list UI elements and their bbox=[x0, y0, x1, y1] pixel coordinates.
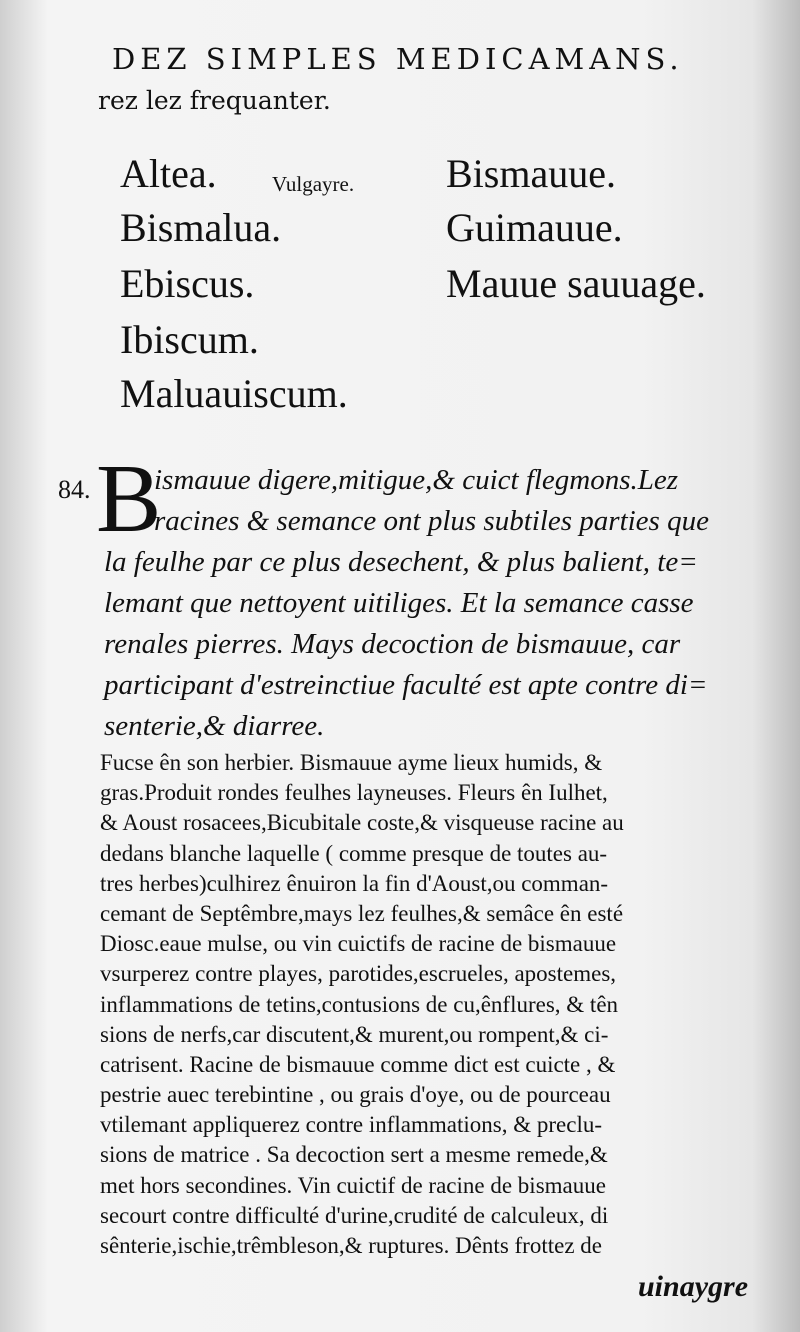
latin-name-1: Altea. bbox=[120, 151, 217, 196]
roman-paragraph bbox=[100, 748, 776, 1261]
text-line: cemant de Septêmbre,mays lez feulhes,& semâce ên esté bbox=[100, 900, 624, 926]
text-line: sions de nerfs,car discutent,& murent,ou rompent,& ci- bbox=[100, 1021, 609, 1047]
text-line: Diosc.eaue mulse, ou vin cuictifs de racine de bismauue bbox=[100, 931, 617, 957]
italic-line: la feulhe par ce plus desechent, & plus balient, te= bbox=[104, 546, 698, 578]
text-line: vsurperez contre playes, parotides,escrueles, apostemes, bbox=[100, 961, 617, 987]
latin-name-5: Maluauiscum. bbox=[120, 371, 348, 416]
italic-line: ismauue digere,mitigue,& cuict flegmons.Lez bbox=[154, 464, 679, 496]
text-line: vtilemant appliquerez contre inflammations, & preclu- bbox=[100, 1112, 602, 1138]
text-line: gras.Produit rondes feulhes layneuses. Fleurs ên Iulhet, bbox=[100, 780, 608, 806]
italic-line: lemant que nettoyent uitiliges. Et la semance casse bbox=[104, 587, 694, 619]
text-line: pestrie auec terebintine , ou grais d'oye, ou de pourceau bbox=[100, 1082, 611, 1108]
latin-name-3: Ebiscus. bbox=[120, 261, 255, 306]
italic-line: participant d'estreinctiue faculté est apte contre di= bbox=[104, 669, 708, 701]
italic-line: senterie,& diarree. bbox=[104, 710, 325, 742]
text-line: inflammations de tetins,contusions de cu,ênflures, & tên bbox=[100, 991, 619, 1017]
running-header: DEZ SIMPLES MEDICAMANS. bbox=[112, 42, 684, 76]
italic-line: renales pierres. Mays decoction de bismauue, car bbox=[104, 628, 681, 660]
margin-number: 84. bbox=[58, 475, 91, 504]
latin-name-4: Ibiscum. bbox=[120, 317, 259, 362]
text-line: tres herbes)culhirez ênuiron la fin d'Aoust,ou comman- bbox=[100, 870, 609, 896]
drop-cap: B bbox=[96, 445, 162, 553]
italic-paragraph bbox=[104, 460, 768, 747]
text-line: met hors secondines. Vin cuictif de racine de bismauue bbox=[100, 1172, 606, 1198]
catchword: uinaygre bbox=[638, 1270, 749, 1303]
text-line: sions de matrice . Sa decoction sert a mesme remede,& bbox=[100, 1142, 608, 1168]
vulgar-name-3: Mauue sauuage. bbox=[446, 261, 706, 306]
vulgar-label: Vulgayre. bbox=[272, 172, 355, 196]
vulgar-name-1: Bismauue. bbox=[446, 151, 616, 196]
text-line: Fucse ên son herbier. Bismauue ayme lieux humids, & bbox=[100, 750, 603, 775]
text-line: secourt contre difficulté d'urine,crudité de calculeux, di bbox=[100, 1202, 609, 1228]
text-line: catrisent. Racine de bismauue comme dict est cuicte , & bbox=[100, 1051, 616, 1077]
bleed-through-text bbox=[470, 100, 476, 126]
vulgar-name-2: Guimauue. bbox=[446, 205, 623, 250]
text-line: sênterie,ischie,trêmbleson,& ruptures. Dênts frottez de bbox=[100, 1233, 603, 1258]
carryover-line: rez lez frequanter. bbox=[98, 86, 331, 115]
latin-name-2: Bismalua. bbox=[120, 205, 282, 250]
text-line: dedans blanche laquelle ( comme presque de toutes au- bbox=[100, 840, 608, 866]
text-line: & Aoust rosacees,Bicubitale coste,& visqueuse racine au bbox=[100, 810, 624, 836]
italic-line: racines & semance ont plus subtiles parties que bbox=[154, 505, 709, 537]
